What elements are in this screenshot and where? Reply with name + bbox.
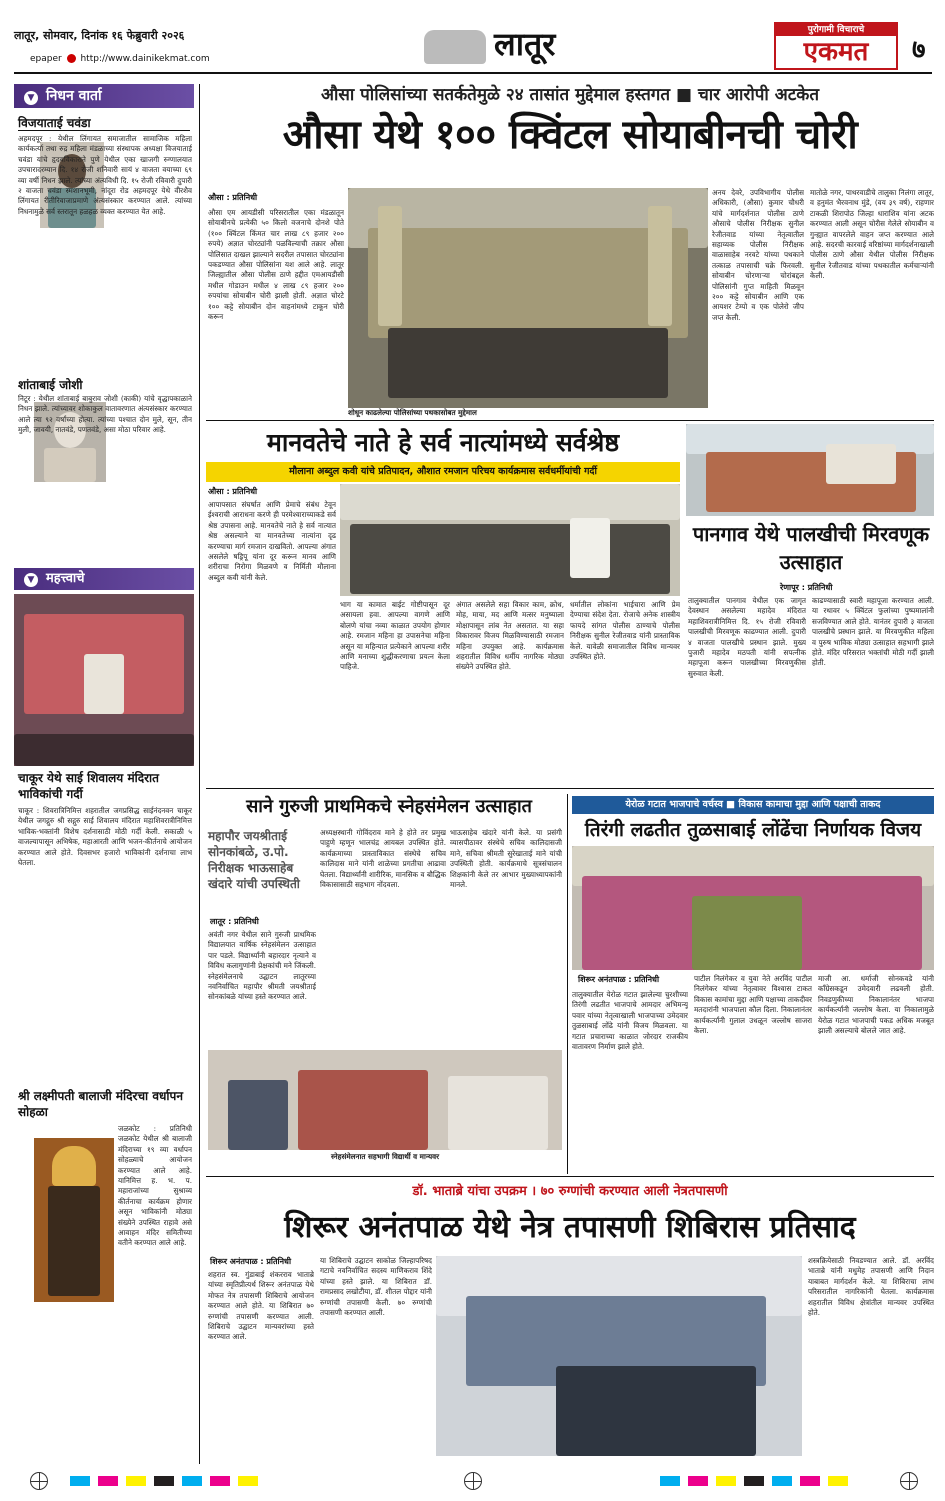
story4-sidebar: महापौर जयश्रीताई सोनकांबळे, उ.पो. निरीक्षक भाऊसाहेब खंदारे यांची उपस्थिती xyxy=(208,829,300,891)
story5-headline: तिरंगी लढतीत तुळसाबाई लोंढेंचा निर्णायक विजय xyxy=(584,819,922,841)
masthead-rule xyxy=(14,72,932,74)
story5-kicker: येरोळ गटात भाजपाचे वर्चस्व ■ विकास कामाचा मुद्दा आणि पक्षाची ताकद xyxy=(572,796,934,814)
obituary-title: निधन वार्ता xyxy=(46,88,102,104)
story4-caption: स्नेहसंमेलनात सहभागी विद्यार्थी व मान्यवर xyxy=(330,1152,440,1161)
story4-photo xyxy=(208,1050,562,1150)
story2-column-3: अंगात असलेले सहा विकार काम, क्रोध, मोह, माया, मद आणि मत्सर मनुष्याला मोक्षापासून लांब नेत असतात. या सहा विकारावर विजय मिळविण्यासाठी रमजान महिना उपयुक्त आहे. कार्यक्रमास शहरातील विविध धर्मीय नागरिक मोठ्या संख्येने उपस्थित होते. xyxy=(456,600,564,672)
story4-column-2: अध्यक्षस्थानी गोविंदराव माने हे होते तर प्रमुख पाहुणे म्हणून भालचंद्र आयबल उपस्थित होते. कार्यक्रमाच्या प्रास्ताविकात संस्थेचे सचिव कालिदास माने यांनी शाळेच्या प्रगतीचा आढावा घेतला. विद्यार्थ्यांनी शारीरिक, मानसिक व बौद्धिक विकासासाठी सहभाग नोंदवला. xyxy=(320,828,446,890)
story5-byline: शिरूर अनंतपाळ : प्रतिनिधी xyxy=(578,975,660,984)
important-title: महत्त्वाचे xyxy=(46,571,85,586)
story6-headline: शिरूर अनंतपाळ येथे नेत्र तपासणी शिबिरास प्रतिसाद xyxy=(284,1210,856,1245)
lower-rule xyxy=(206,1176,934,1177)
story2-photo xyxy=(340,484,680,596)
brand-logo: एकमत xyxy=(803,37,869,67)
obit-name-rule xyxy=(18,130,190,131)
registration-mark-icon xyxy=(900,1472,918,1490)
story4-divider xyxy=(567,794,568,1174)
left-column-divider xyxy=(199,84,200,1464)
lead-column-2: अनय देवरे, उपविभागीय पोलीस अधिकारी, (औसा) कुमार चौधरी यांचे मार्गदर्शनात पोलीस ठाणे औसाचे पोलीस निरीक्षक सुनील रेजीतवाड यांच्या नेतृत्वातील सहाय्यक पोलीस निरीक्षक वाळासाहेब नरवटे यांच्या पथकाने तत्काळ तपासाची चक्रे फिरवली. सोयाबीन चोरणाऱ्या चोरांबद्दल पोलिसांनी गुप्त माहिती मिळवून २०० कट्टे सोयाबीन आणि एक आयशर टेम्पो व एक पोलेरो जीप जप्त केली. xyxy=(712,188,804,322)
story2-byline: औसा : प्रतिनिधी xyxy=(208,487,258,496)
story2-column-2: भाग या कामात बाईट गोष्टीपासून दूर असायला हवा. आपल्या वागणे आणि बोलणे यांचा नव्या काळात उपयोग होणार आहे. रमजान महिना हा उपासनेचा महिना असून या महिन्यात प्रत्येकाने आपल्या शरीर आणि मनाच्या शुद्धीकरणाचा प्रयत्न केला पाहिजे. xyxy=(340,600,450,672)
masthead xyxy=(0,0,945,72)
chakur-temple-photo xyxy=(14,594,194,766)
lead-rule xyxy=(206,420,934,421)
left-column xyxy=(14,84,194,1464)
important-header xyxy=(14,568,194,590)
story4-headline: साने गुरुजी प्राथमिकचे स्नेहसंमेलन उत्साहात xyxy=(246,796,532,817)
story3-column-1: तालुक्यातील पानगाव येथील एक जागृत देवस्थान असलेल्या महादेव मंदिरात महाशिवरात्रीनिमित्त दि. १५ रोजी रविवारी पालखीची मिरवणूक काढण्यात आली. दुपारी ४ वाजता पालखीचे प्रस्थान झाले. मुख्य पुजारी महादेव मठपती यांनी सपत्नीक महापूजा करून पालखीच्या मिरवणुकीस सुरुवात केली. xyxy=(688,596,806,678)
story4-column-1: अवंती नगर येथील साने गुरुजी प्राथमिक विद्यालयात वार्षिक स्नेहसंमेलन उत्साहात पार पडले. विद्यार्थ्यांनी बहारदार नृत्याने व विविध कलागुणांनी प्रेक्षकांची मने जिंकली. स्नेहसंमेलनाचे उद्घाटन लातूरच्या नवनिर्वाचित महापौर श्रीमती जयश्रीताई सोनकांबळे यांच्या हस्ते करण्यात आले. xyxy=(208,930,316,1002)
brand-tag: पुरोगामी विचाराचे xyxy=(776,24,896,36)
lead-byline: औसा : प्रतिनिधी xyxy=(208,193,258,202)
story5-column-2: पाटील निलंगेकर व युवा नेते अरविंद पाटील निलंगेकर यांच्या नेतृत्वावर विश्वास टाकत विकास कामांचा मुद्दा आणि पक्षाच्या ताकदीवर मतदारांनी भाजपाला कौल दिला. निकालानंतर कार्यकर्त्यांनी गुलाल उधळून जल्लोष साजरा केला. xyxy=(694,974,812,1036)
chakur-headline: चाकूर येथे साई शिवालय मंदिरात भाविकांची गर्दी xyxy=(18,771,159,801)
obituary-1-text: अहमदपूर : येथील लिंगायत समाजातील सामाजिक महिला कार्यकर्त्या तथा रुद्र महिला मंडळाच्या संस्थापक अध्यक्षा विजयाताई चवंडा यांचे हृदयविकाराने पुणे येथील एका खाजगी रुग्णालयात उपचारादरम्यान दि. १४ रोजी शनिवारी सायं ४ वाजता वयाच्या ६९ व्या वर्षी निधन झाले. त्यांच्या अंत्यविधी दि. १५ रोजी रविवारी दुपारी २ वाजता चवंडा स्मशानभूमी, नांदूरा रोड अहमदपूर येथे वीरशैव लिंगायत रीतीरिवाजाप्रमाणे अंत्यसंस्कार करण्यात आले. त्यांच्या निधनामुळे सर्व स्तरातून हळहळ व्यक्त करण्यात येत आहे. xyxy=(18,134,192,216)
story4-byline: लातूर : प्रतिनिधी xyxy=(210,917,259,926)
registration-mark-icon xyxy=(30,1472,48,1490)
lead-caption: शोधून काढलेल्या पोलिसांच्या पथकासोबत मुद्देमाल xyxy=(348,408,477,417)
print-color-bar xyxy=(0,1464,945,1501)
balaji-headline: श्री लक्ष्मीपती बालाजी मंदिरचा वर्धापन सोहळा xyxy=(18,1089,183,1119)
story2-column-4: धर्मातील लोकांना भाईचारा आणि प्रेम देण्याचा संदेश देता. रोजाचे अनेक शास्त्रीय फायदे सांगत पोलीस ठाण्याचे पोलीस निरीक्षक सुनील रेजीतवाड यांनी प्रास्ताविक केले. यावेळी समाजातील विविध मान्यवर उपस्थित होते. xyxy=(570,600,680,662)
color-swatches-right xyxy=(660,1476,860,1486)
chakur-text: चाकूर : शिवरात्रिनिमित्त शहरातील जगप्रसिद्ध साईनंदनवन चाकूर येथील जगद्गुरु श्री सद्गुरु साई शिवालय मंदिरात महाशिवरात्रीनिमित्त भाविक-भक्तांनी विशेष दर्शनासाठी मोठी गर्दी केली. सकाळी ५ वाजल्यापासून अभिषेक, महाआरती आणि भजन-कीर्तनाचे आयोजन करण्यात आले होते. दिवसभर हजारो भाविकांनी दर्शनाचा लाभ घेतला. xyxy=(18,806,192,868)
story5-column-3: माजी आ. धर्माजी सोनकवडे यांनी काँग्रेसकडून उमेदवारी लढवली होती. निवडणुकीच्या निकालानंतर भाजपा कार्यकर्त्यांनी जल्लोष केला. या निकालामुळे येरोळ गटात भाजपाची पकड अधिक मजबूत झाली असल्याचे बोलले जात आहे. xyxy=(818,974,934,1036)
city-emblem xyxy=(424,30,486,64)
story5-column-1: तालुक्यातील येरोळ गटात झालेल्या चुरशीच्या तिरंगी लढतीत भाजपाचे आमदार अभिमन्यू पवार यांच्या नेतृत्वाखाली भाजपाच्या उमेदवार तुळसाबाई लोंढे यांनी विजय मिळवला. या गटात प्रचाराच्या काळात जोरदार राजकीय वातावरण निर्माण झाले होते. xyxy=(572,990,688,1052)
story6-column-3: शस्त्रक्रियेसाठी निवडण्यात आले. डॉ. अरविंद भाताब्रे यांनी मधुमेह तपासणी आणि निदान याबाबत मार्गदर्शन केले. या शिबिराचा लाभ परिसरातील नागरिकांनी घेतला. कार्यक्रमास शहरातील विविध क्षेत्रांतील मान्यवर उपस्थित होते. xyxy=(808,1256,934,1318)
story3-byline: रेणापूर : प्रतिनिधी xyxy=(780,583,833,592)
registration-mark-icon xyxy=(464,1472,482,1490)
obituary-header xyxy=(14,84,194,108)
city-name: लातूर xyxy=(494,25,556,63)
brand-box xyxy=(774,22,898,70)
story6-byline: शिरूर अनंतपाळ : प्रतिनिधी xyxy=(210,1257,292,1266)
obituary-2-name: शांताबाई जोशी xyxy=(18,378,83,392)
globe-icon xyxy=(67,54,76,63)
story5-photo xyxy=(572,846,934,970)
story6-column-1: शहरात स्व. गुंडाबाई शंकरराव भाताब्रे यांच्या स्मृतिप्रीत्यर्थ शिरूर अनंतपाळ येथे मोफत नेत्र तपासणी शिबिराचे आयोजन करण्यात आले होते. या शिबिरात ७० रुग्णांची तपासणी करण्यात आली. शिबिराचे उद्घाटन मान्यवरांच्या हस्ते करण्यात आले. xyxy=(208,1270,314,1342)
lead-column-1: औसा एम आयडीसी परिसरातील एका मंडळातून सोयाबीनचे प्रत्येकी ५० किलो वजनाचे दोनशे पोते (१०० क्विंटल किंमत चार लाख ८९ हजार २०० रुपये) अज्ञात चोरट्यांनी पळविल्याची तक्रार औसा पोलिसात दाखल झाल्याने सदरील तपासात चोरट्यांना पकडण्यात औसा पोलिसांना यश आले आहे. लातूर जिल्ह्यातील औसा पोलीस ठाणे हद्दीत एमआयडीसी मधील गोडाउन मधील ४ लाख ८९ हजार २०० रुपयांचा सोयाबीन चोरी झाली होती. अज्ञात चोरटे १०० कट्टे सोयाबीन दोन वाहनांमध्ये टाकून चोरी करून xyxy=(208,208,344,322)
balaji-text-cont xyxy=(18,1306,192,1464)
page-number: ७ xyxy=(912,35,926,65)
lead-headline: औसा येथे १०० क्विंटल सोयाबीनची चोरी xyxy=(282,112,858,158)
story6-column-2: या शिबिराचे उद्घाटन साकोळ जिल्हापरिषद गटाचे नवनिर्वाचित सदस्य माणिकराव शिंदे यांच्या हस्ते झाले. या शिबिरात डॉ. रामप्रसाद लखोटीया, डॉ. शीतल पोद्दार यांनी रुग्णांची तपासणी केली. ७० रुग्णांची तपासणी करण्यात आली. xyxy=(320,1256,432,1318)
story2-deck: मौलाना अब्दुल कवी यांचे प्रतिपादन, औशात रमजान परिचय कार्यक्रमास सर्वधर्मीयांची गर्दी xyxy=(206,462,680,482)
story2-headline: मानवतेचे नाते हे सर्व नात्यांमध्ये सर्वश्रेष्ठ xyxy=(266,428,620,457)
obituary-1-name: विजयाताई चवंडा xyxy=(18,116,91,130)
story3-column-2: काढण्यासाठी स्वारी महापूजा करण्यात आली. या रथावर ५ क्विंटल फुलांच्या पुष्पमालांनी सजविण्यात आले होते. यानंतर दुपारी ३ वाजता पालखीचे प्रस्थान झाले. या मिरवणुकीत महिला व पुरुष भाविक मोठ्या उत्साहात सहभागी झाले होते. मंदिर परिसरात भक्तांची मोठी गर्दी झाली होती. xyxy=(812,596,934,668)
story4-column-3: भाऊसाहेब खंदारे यांनी केले. या प्रसंगी व्यासपीठावर संस्थेचे सचिव कालिदासजी माने, सचिवा श्रीमती सुरेखाताई माने यांची उपस्थिती होती. कार्यक्रमाचे सूत्रसंचालन शिक्षकांनी केले तर आभार मुख्याध्यापकांनी मानले. xyxy=(450,828,562,890)
story6-kicker: डॉ. भाताब्रे यांचा उपक्रम । ७० रुग्णांची करण्यात आली नेत्रतपासणी xyxy=(412,1184,728,1199)
chevron-down-icon: ▼ xyxy=(24,573,38,587)
story3-photo xyxy=(686,424,934,516)
chevron-down-icon: ▼ xyxy=(24,91,38,105)
middle-rule xyxy=(206,788,934,789)
lead-photo xyxy=(348,188,708,408)
website-link[interactable]: http://www.dainikekmat.com xyxy=(80,54,210,64)
story2-column-1: आपापसात संघर्षात आणि प्रेमाचे संबंध टेवून ईश्वराची आराधना करणे ही परमेश्वाराच्याकडे सर्व श्रेष्ठ उपासना आहे. मानवतेचे नाते हे सर्व नात्यात श्रेष्ठ असल्याने या मानवतेच्या नात्यांना दृढ करण्याचा मार्ग रमजान दाखवितो. आपल्या अंगात असलेले षड्रिपू यांना दूर करून मानव आणि शरीराचा निरोगा मिळवणे व निर्मिती मौलाना अब्दुल कवी यांनी केले. xyxy=(208,500,336,582)
balaji-text: जळकोट : प्रतिनिधी जळकोट येथील श्री बालाजी मंदिराच्या १९ व्या वर्धापन सोहळ्याचे आयोजन करण्यात आले आहे. यानिमित्त ह. भ. प. महाराजांच्या सुश्राव्य कीर्तनाचा कार्यक्रम होणार असून भाविकांनी मोठ्या संख्येने उपस्थित राहावे असे आवाहन मंदिर समितीच्या वतीने करण्यात आले आहे. xyxy=(118,1124,192,1248)
color-swatches-left xyxy=(70,1476,270,1486)
lead-kicker: औसा पोलिसांच्या सतर्कतेमुळे २४ तासांत मुद्देमाल हस्तगत ■ चार आरोपी अटकेत xyxy=(320,85,820,105)
story6-photo xyxy=(436,1256,802,1456)
epaper-label: epaper xyxy=(30,54,62,64)
lead-column-3: मातोळे नगर, पाथरवाडीचे तालुका निलंगा लातूर, व हनुमंत भैरवनाथ मुंडे, (वय ३९ वर्ष), राहणार टाकळी शिरापोठ जिल्हा धाराशिव यांना अटक करण्यात आली असून चोरीस गेलेले सोयाबीन व गुन्ह्यात वापरलेले वाहन जप्त करण्यात आले आहे. सदरची कारवाई वरिष्ठांच्या मार्गदर्शनाखाली पोलीस ठाणे औसा येथील पोलीस निरीक्षक सुनील रेजीतवाड यांच्या पथकातील कर्मचाऱ्यांनी केली. xyxy=(810,188,934,281)
balaji-idol-photo xyxy=(34,1138,114,1302)
story3-headline: पानगाव येथे पालखीची मिरवणूक उत्साहात xyxy=(692,522,930,574)
obituary-2-text: निटूर : येथील शांताबाई बाबुराव जोशी (काकी) यांचे वृद्धापकाळाने निधन झाले. त्यांच्यावर शोकाकुल वातावरणात अंत्यसंस्कार करण्यात आले त्या ९२ वर्षांच्या होत्या. त्यांच्या पश्चात दोन मुले, सून, तीन मुली, जावयी, नातवंडे, पणतवंडे, असा मोठा परिवार आहे. xyxy=(18,394,192,435)
date-line: लातूर, सोमवार, दिनांक १६ फेब्रुवारी २०२६ xyxy=(14,29,185,42)
epaper-line xyxy=(30,54,210,64)
